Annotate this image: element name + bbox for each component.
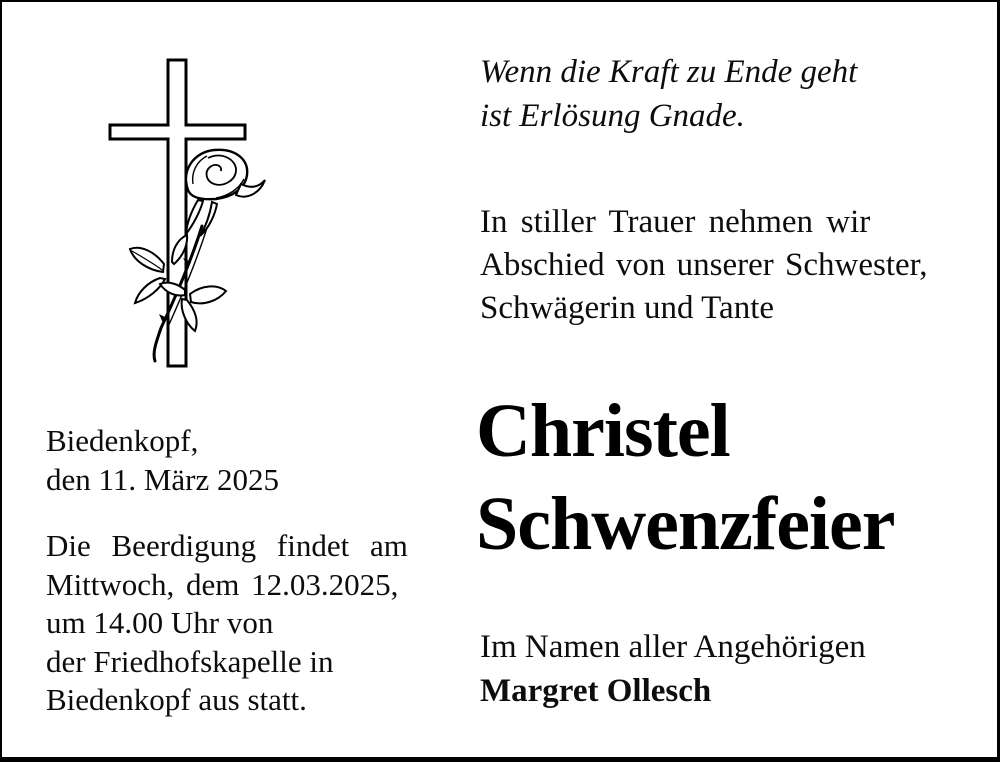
place-date-block — [46, 421, 279, 499]
funeral-info-line: Mittwoch, dem 12.03.2025, — [46, 566, 399, 602]
mourning-intro-line: Schwägerin und Tante — [480, 290, 775, 326]
funeral-info-line: Die Beerdigung findet am — [46, 528, 408, 563]
funeral-info-line: der Friedhofskapelle in — [46, 643, 334, 679]
cross-with-rose-icon — [60, 38, 310, 378]
signature-name: Margret Ollesch — [480, 673, 712, 709]
epigraph — [480, 50, 857, 138]
funeral-info-line: Biedenkopf aus statt. — [46, 682, 307, 717]
deceased-first-name: Christel — [476, 389, 730, 473]
place-line: Biedenkopf, — [46, 423, 199, 458]
date-line: den 11. März 2025 — [46, 462, 280, 497]
mourning-intro-line: Abschied von unserer Schwester, — [480, 247, 928, 283]
closing-block — [480, 625, 866, 713]
epigraph-line: ist Erlösung Gnade. — [480, 98, 745, 134]
deceased-last-name: Schwenzfeier — [476, 482, 895, 566]
mourning-intro-line: In stiller Trauer nehmen wir — [480, 204, 871, 240]
epigraph-line: Wenn die Kraft zu Ende geht — [480, 54, 858, 90]
funeral-info-line: um 14.00 Uhr von — [46, 605, 274, 640]
closing-line: Im Namen aller Angehörigen — [480, 629, 866, 665]
funeral-info-block — [46, 527, 408, 720]
deceased-name — [476, 385, 895, 571]
mourning-intro — [480, 201, 928, 330]
